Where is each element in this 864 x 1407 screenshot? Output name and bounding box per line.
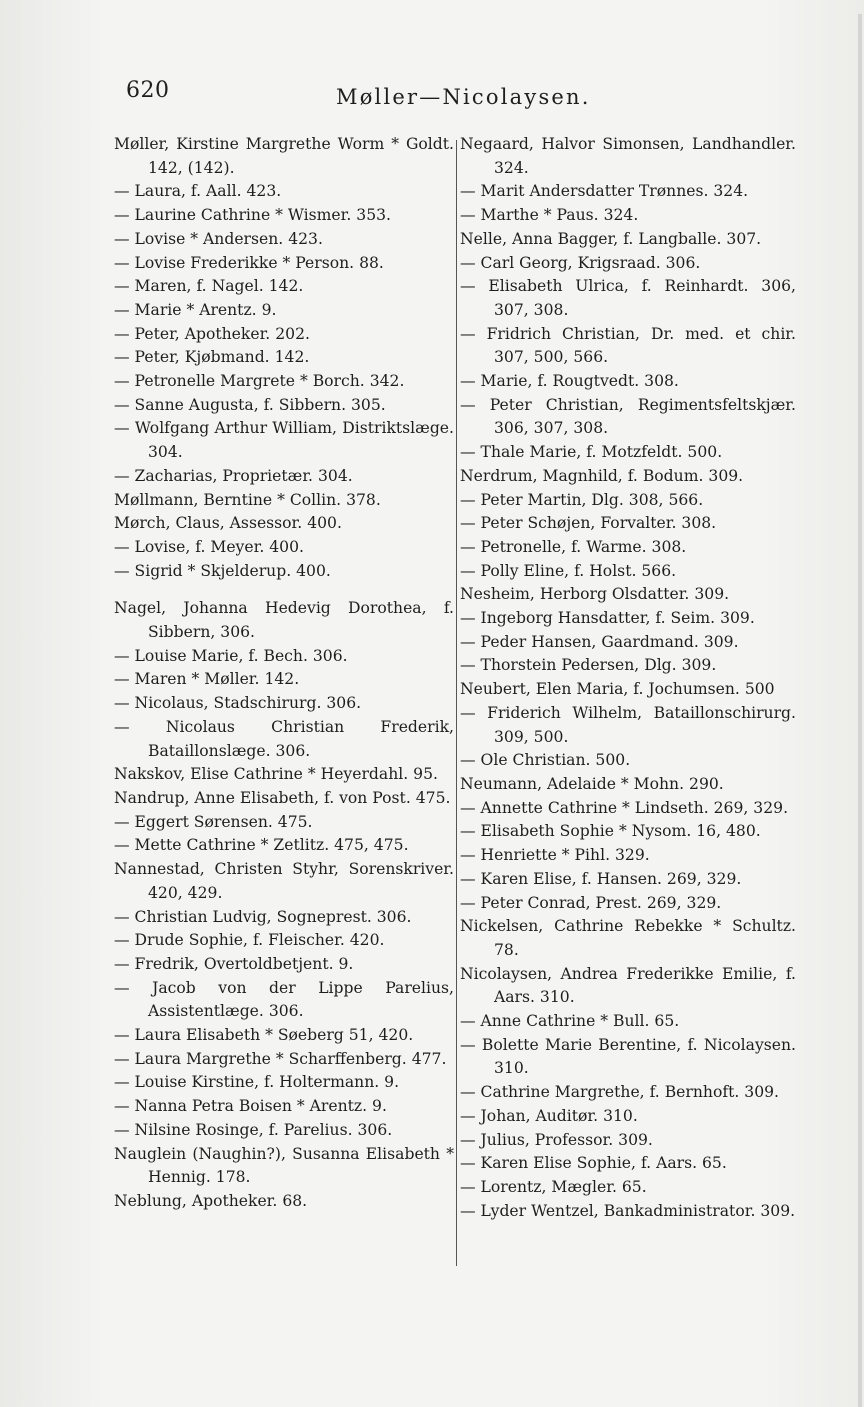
index-entry: — Thale Marie, f. Motzfeldt. 500. bbox=[460, 443, 723, 462]
index-entry: — Marthe * Paus. 324. bbox=[460, 206, 639, 225]
index-entry: — Christian Ludvig, Sogneprest. 306. bbox=[114, 907, 412, 926]
index-entry: — Mette Cathrine * Zetlitz. 475, 475. bbox=[114, 836, 409, 855]
index-entry: — Sigrid * Skjelderup. 400. bbox=[114, 561, 331, 580]
index-entry: — Johan, Auditør. 310. bbox=[460, 1106, 638, 1125]
index-entry: — Elisabeth Sophie * Nysom. 16, 480. bbox=[460, 822, 761, 841]
index-entry: — Peter, Apotheker. 202. bbox=[114, 324, 310, 343]
index-entry: — Anne Cathrine * Bull. 65. bbox=[460, 1012, 680, 1031]
index-entry: — Peter Schøjen, Forvalter. 308. bbox=[460, 514, 717, 533]
index-entry: — Maren, f. Nagel. 142. bbox=[114, 277, 304, 296]
index-entry: Nakskov, Elise Cathrine * Heyerdahl. 95. bbox=[114, 765, 438, 784]
index-entry: — Karen Elise Sophie, f. Aars. 65. bbox=[460, 1154, 727, 1173]
index-entry: — Maren * Møller. 142. bbox=[114, 670, 300, 689]
index-entry: — Marie, f. Rougtvedt. 308. bbox=[460, 372, 679, 391]
index-entry: — Zacharias, Proprietær. 304. bbox=[114, 466, 353, 485]
index-entry: — Nicolaus, Stadschirurg. 306. bbox=[114, 694, 362, 713]
index-entry: Møllmann, Berntine * Collin. 378. bbox=[114, 490, 381, 509]
index-entry: — Peter Christian, Regimentsfeltskjær. 306, 307, 308. bbox=[460, 395, 796, 438]
index-entry: — Peder Hansen, Gaardmand. 309. bbox=[460, 632, 739, 651]
index-entry: Nickelsen, Cathrine Rebekke * Schultz. 78. bbox=[460, 917, 796, 959]
index-entry: Nicolaysen, Andrea Frederikke Emilie, f. Aars. 310. bbox=[460, 964, 796, 1007]
index-entry: — Ole Christian. 500. bbox=[460, 751, 631, 770]
right-column bbox=[460, 133, 796, 1223]
index-entry: — Elisabeth Ulrica, f. Reinhardt. 306, 307, 308. bbox=[460, 277, 796, 319]
index-entry: — Annette Cathrine * Lindseth. 269, 329. bbox=[460, 798, 789, 817]
index-entry: Neblung, Apotheker. 68. bbox=[114, 1191, 308, 1210]
index-entry: — Fredrik, Overtoldbetjent. 9. bbox=[114, 954, 354, 973]
index-entry: Neubert, Elen Maria, f. Jochumsen. 500 bbox=[460, 680, 775, 699]
index-entry: Nelle, Anna Bagger, f. Langballe. 307. bbox=[460, 229, 762, 248]
index-entry: — Cathrine Margrethe, f. Bernhoft. 309. bbox=[460, 1083, 780, 1102]
index-entry: Nannestad, Christen Styhr, Sorenskriver. 420, 429. bbox=[114, 860, 454, 902]
index-entry: — Louise Kirstine, f. Holtermann. 9. bbox=[114, 1073, 400, 1092]
index-entry: Nerdrum, Magnhild, f. Bodum. 309. bbox=[460, 466, 744, 485]
index-entry: — Laura Elisabeth * Søeberg 51, 420. bbox=[114, 1026, 414, 1045]
index-entry: Neumann, Adelaide * Mohn. 290. bbox=[460, 774, 724, 793]
index-entry: Nauglein (Naughin?), Susanna Elisabeth * Hennig. 178. bbox=[114, 1144, 454, 1187]
index-entry: — Bolette Marie Berentine, f. Nicolaysen. 310. bbox=[460, 1035, 796, 1078]
index-entry: — Lorentz, Mægler. 65. bbox=[460, 1177, 647, 1196]
index-entry: Negaard, Halvor Simonsen, Landhandler. 324. bbox=[460, 135, 796, 177]
index-entry: — Lovise, f. Meyer. 400. bbox=[114, 537, 304, 556]
index-entry: — Lovise * Andersen. 423. bbox=[114, 229, 323, 248]
index-entry: — Peter, Kjøbmand. 142. bbox=[114, 348, 310, 367]
index-entry: — Henriette * Pihl. 329. bbox=[460, 846, 650, 865]
index-entry: — Marit Andersdatter Trønnes. 324. bbox=[460, 182, 749, 201]
index-entry: — Laurine Cathrine * Wismer. 353. bbox=[114, 206, 392, 225]
index-entry: Nandrup, Anne Elisabeth, f. von Post. 475. bbox=[114, 788, 451, 807]
index-entry: — Friderich Wilhelm, Bataillonschirurg. 309, 500. bbox=[460, 703, 796, 746]
index-entry: — Nanna Petra Boisen * Arentz. 9. bbox=[114, 1097, 387, 1116]
index-entry: — Lovise Frederikke * Person. 88. bbox=[114, 253, 384, 272]
index-entry: — Marie * Arentz. 9. bbox=[114, 300, 277, 319]
index-entry: — Laura, f. Aall. 423. bbox=[114, 182, 282, 201]
index-entry: — Carl Georg, Krigsraad. 306. bbox=[460, 253, 701, 272]
column-divider bbox=[456, 140, 457, 1266]
index-entry: — Lyder Wentzel, Bankadministrator. 309. bbox=[460, 1201, 796, 1220]
index-entry: — Fridrich Christian, Dr. med. et chir. 307, 500, 566. bbox=[460, 324, 796, 367]
index-entry: — Nilsine Rosinge, f. Parelius. 306. bbox=[114, 1120, 393, 1139]
index-entry: Møller, Kirstine Margrethe Worm * Goldt. 142, (142). bbox=[114, 135, 454, 177]
index-entry: — Polly Eline, f. Holst. 566. bbox=[460, 561, 677, 580]
running-head: Møller—Nicolaysen. bbox=[336, 85, 591, 109]
index-entry: — Nicolaus Christian Frederik, Bataillonslæge. 306. bbox=[114, 717, 454, 760]
page-number: 620 bbox=[126, 78, 170, 103]
index-entry: — Petronelle Margrete * Borch. 342. bbox=[114, 372, 405, 391]
index-entry: Nesheim, Herborg Olsdatter. 309. bbox=[460, 585, 730, 604]
index-entry: — Wolfgang Arthur William, Distriktslæge. 304. bbox=[114, 419, 454, 462]
index-entry: Nagel, Johanna Hedevig Dorothea, f. Sibbern, 306. bbox=[114, 599, 454, 642]
index-entry: — Ingeborg Hansdatter, f. Seim. 309. bbox=[460, 609, 755, 628]
index-entry: — Jacob von der Lippe Parelius, Assistentlæge. 306. bbox=[114, 978, 454, 1021]
index-entry: — Eggert Sørensen. 475. bbox=[114, 812, 313, 831]
index-entry: — Sanne Augusta, f. Sibbern. 305. bbox=[114, 395, 386, 414]
index-entry: — Karen Elise, f. Hansen. 269, 329. bbox=[460, 869, 742, 888]
section-gap bbox=[114, 583, 454, 597]
index-entry: — Laura Margrethe * Scharffenberg. 477. bbox=[114, 1049, 447, 1068]
page-edge bbox=[858, 14, 862, 1407]
left-column bbox=[114, 133, 454, 1214]
index-entry: — Louise Marie, f. Bech. 306. bbox=[114, 646, 348, 665]
index-entry: Mørch, Claus, Assessor. 400. bbox=[114, 514, 342, 533]
index-entry: — Peter Conrad, Prest. 269, 329. bbox=[460, 893, 722, 912]
index-entry: — Petronelle, f. Warme. 308. bbox=[460, 537, 687, 556]
index-entry: — Thorstein Pedersen, Dlg. 309. bbox=[460, 656, 717, 675]
index-entry: — Peter Martin, Dlg. 308, 566. bbox=[460, 490, 704, 509]
index-entry: — Julius, Professor. 309. bbox=[460, 1130, 653, 1149]
index-entry: — Drude Sophie, f. Fleischer. 420. bbox=[114, 931, 385, 950]
